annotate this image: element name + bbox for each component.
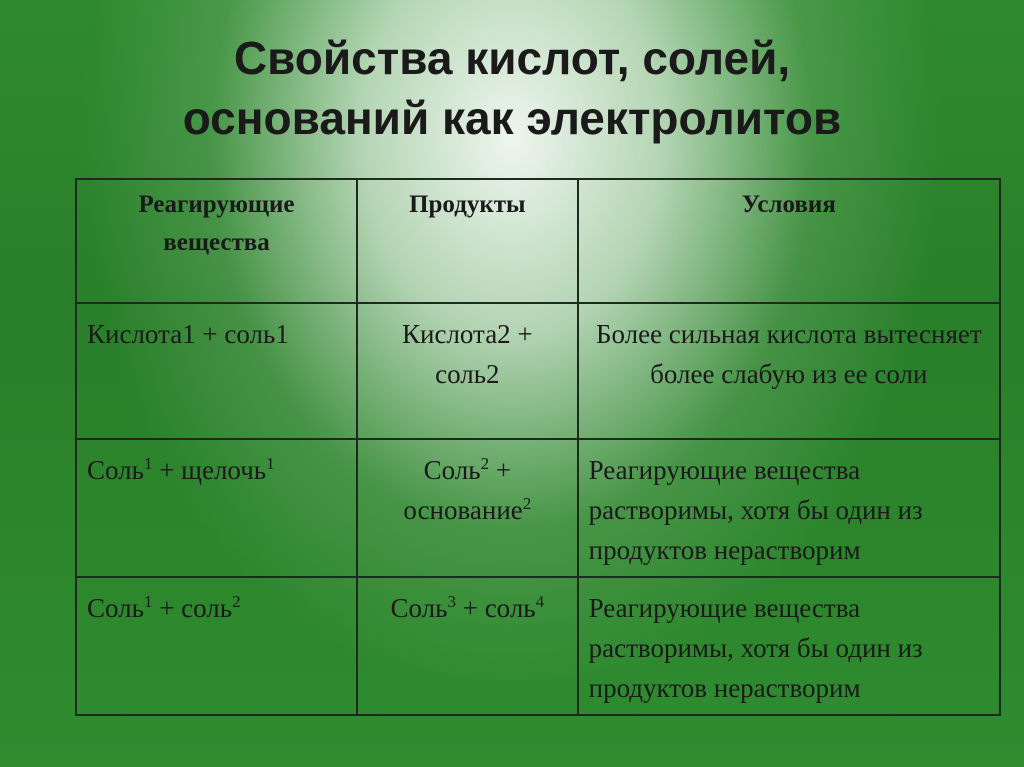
- header-reagents: Реагирующие вещества: [76, 179, 357, 303]
- reagents-index-1: 1: [143, 592, 153, 611]
- products-text-2: + основание: [403, 455, 523, 525]
- header-products: Продукты: [357, 179, 578, 303]
- conditions-cell: Реагирующие вещества растворимы, хотя бы один из продуктов нерастворим: [578, 439, 1000, 577]
- table-row: [76, 577, 1000, 715]
- products-index-2: 4: [535, 592, 545, 611]
- reagents-text-2: + щелочь: [152, 455, 267, 485]
- table-row: [76, 439, 1000, 577]
- table-header-row: [76, 179, 1000, 303]
- products-text-1: Соль: [390, 593, 448, 623]
- products-index-1: 2: [480, 454, 490, 473]
- reagents-text-2: + соль: [152, 593, 233, 623]
- reagents-cell: [76, 303, 357, 439]
- reagents-index-1: 1: [143, 454, 153, 473]
- properties-table: [75, 178, 1001, 716]
- slide-title-line-2: оснований как электролитов: [182, 92, 842, 144]
- slide-title: [0, 28, 1024, 148]
- table-row: [76, 303, 1000, 439]
- reagents-text: Кислота1 + соль1: [87, 319, 289, 349]
- products-text: Кислота2 + соль2: [402, 319, 533, 389]
- products-index-1: 3: [447, 592, 456, 611]
- products-cell: [357, 577, 578, 715]
- products-cell: [357, 439, 578, 577]
- reagents-text-1: Соль: [87, 455, 144, 485]
- reagents-index-2: 1: [266, 454, 275, 473]
- reagents-cell: [76, 577, 357, 715]
- conditions-cell: Более сильная кислота вытесняет более слабую из ее соли: [578, 303, 1000, 439]
- products-cell: [357, 303, 578, 439]
- reagents-cell: [76, 439, 357, 577]
- header-conditions: Условия: [578, 179, 1000, 303]
- reagents-text-1: Соль: [87, 593, 144, 623]
- reagents-index-2: 2: [232, 592, 241, 611]
- slide-title-line-1: Свойства кислот, солей,: [233, 32, 791, 84]
- products-text-1: Соль: [423, 455, 481, 485]
- products-text-2: + соль: [455, 593, 536, 623]
- products-index-2: 2: [522, 494, 532, 513]
- conditions-cell: Реагирующие вещества растворимы, хотя бы один из продуктов нерастворим: [578, 577, 1000, 715]
